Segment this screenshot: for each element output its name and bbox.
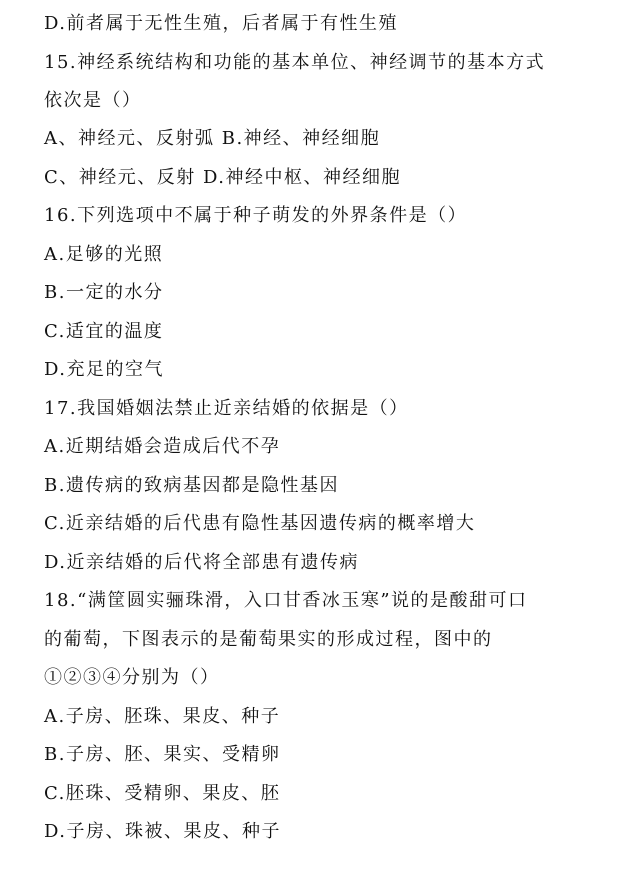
q18-stem-line-1: 18.“满筐圆实骊珠滑，入口甘香冰玉寒”说的是酸甜可口	[44, 590, 528, 611]
q16-option-d: D.充足的空气	[44, 359, 165, 380]
q18-option-c: C.胚珠、受精卵、果皮、胚	[44, 783, 281, 804]
q18-stem-line-3: ①②③④分别为（）	[44, 667, 220, 688]
q17-option-d: D.近亲结婚的后代将全部患有遗传病	[44, 552, 360, 573]
q16-option-c: C.适宜的温度	[44, 321, 164, 342]
q15-stem-line-1: 15.神经系统结构和功能的基本单位、神经调节的基本方式	[44, 52, 546, 73]
q15-options-line-2: C、神经元、反射 D.神经中枢、神经细胞	[44, 167, 402, 188]
q14-option-d: D.前者属于无性生殖，后者属于有性生殖	[44, 13, 399, 34]
q18-option-b: B.子房、胚、果实、受精卵	[44, 744, 281, 765]
q18-option-a: A.子房、胚珠、果皮、种子	[44, 706, 281, 727]
q17-stem: 17.我国婚姻法禁止近亲结婚的依据是（）	[44, 398, 409, 419]
q17-option-a: A.近期结婚会造成后代不孕	[44, 436, 281, 457]
q15-stem-line-2: 依次是（）	[44, 90, 142, 111]
q17-option-c: C.近亲结婚的后代患有隐性基因遗传病的概率增大	[44, 513, 476, 534]
q16-stem: 16.下列选项中不属于种子萌发的外界条件是（）	[44, 205, 468, 226]
q18-option-d: D.子房、珠被、果皮、种子	[44, 821, 282, 842]
q15-options-line-1: A、神经元、反射弧 B.神经、神经细胞	[44, 128, 381, 149]
q16-option-b: B.一定的水分	[44, 282, 164, 303]
q17-option-b: B.遗传病的致病基因都是隐性基因	[44, 475, 339, 496]
q18-stem-line-2: 的葡萄，下图表示的是葡萄果实的形成过程，图中的	[44, 629, 493, 650]
q16-option-a: A.足够的光照	[44, 244, 164, 265]
